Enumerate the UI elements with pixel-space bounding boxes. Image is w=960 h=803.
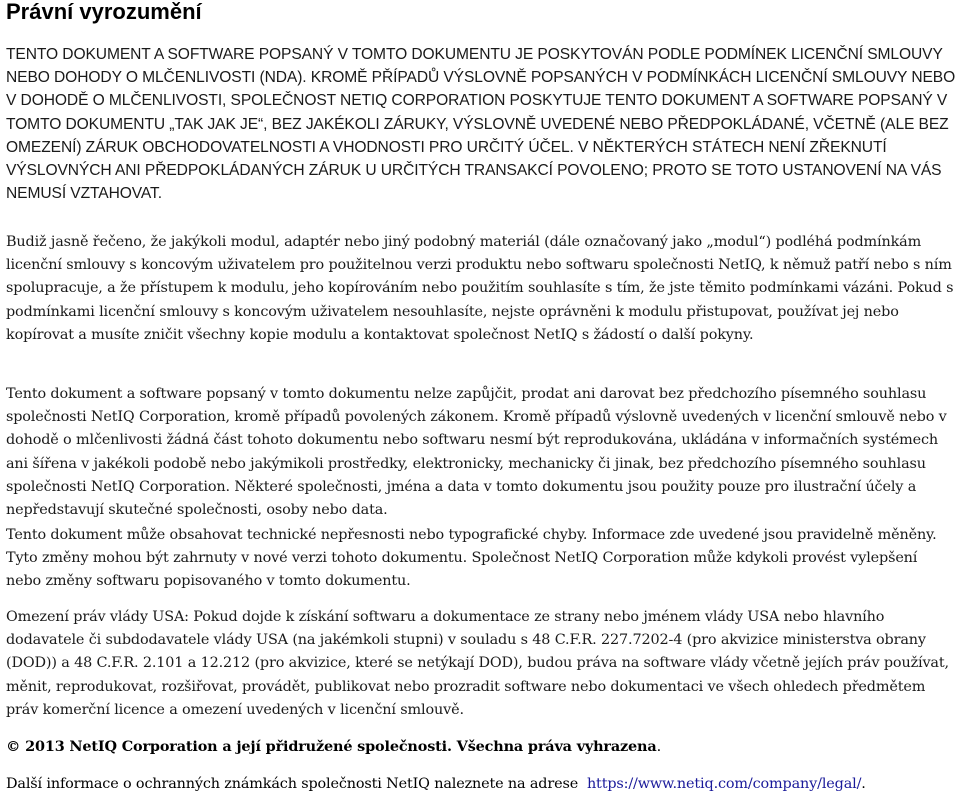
- trademark-info: [6, 773, 866, 796]
- legal-link[interactable]: https://www.netiq.com/company/legal/: [586, 776, 862, 792]
- copyright-text: © 2013 NetIQ Corporation a její přidružené společnosti. Všechna práva vyhrazena: [6, 738, 657, 755]
- page-title: Právní vyrozumění: [6, 0, 202, 24]
- module-license-paragraph: Budiž jasně řečeno, že jakýkoli modul, adaptér nebo jiný podobný materiál (dále označovaný jako „modul“) podléhá podmínkám licenční smlouvy s koncovým uživatelem pro použitelnou verzi produktu nebo softwaru společnosti NetIQ, k němuž patří nebo s ním spolupracuje, a že přístupem k modulu, jeho kopírováním nebo použitím souhlasíte s tím, že jste těmito podmínkami vázáni. Pokud s podmínkami licenční smlouvy s koncovým uživatelem nesouhlasíte, nejste oprávněni k modulu přistupovat, používat jej nebo kopírovat a musíte zničit všechny kopie modulu a kontaktovat společnost NetIQ s žádostí o další pokyny.: [6, 234, 954, 343]
- distribution-paragraph: Tento dokument a software popsaný v tomto dokumentu nelze zapůjčit, prodat ani darovat bez předchozího písemného souhlasu společnosti NetIQ Corporation, kromě případů povolených zákonem. Kromě případů výslovně uvedených v licenční smlouvě nebo v dohodě o mlčenlivosti žádná část tohoto dokumentu nebo softwaru nesmí být reprodukována, ukládána v informačních systémech ani šířena v jakékoli podobě nebo jakýmikoli prostředky, elektronicky, mechanicky či jinak, bez předchozího písemného souhlasu společnosti NetIQ Corporation. Některé společnosti, jména a data v tomto dokumentu jsou použity pouze pro ilustrační účely a nepředstavují skutečné společnosti, osoby nebo data.: [6, 386, 947, 519]
- trademark-info-period: .: [861, 776, 866, 792]
- copyright-notice: [6, 735, 661, 759]
- disclaimer-paragraph: TENTO DOKUMENT A SOFTWARE POPSANÝ V TOMTO DOKUMENTU JE POSKYTOVÁN PODLE PODMÍNEK LICENČNÍ SMLOUVY NEBO DOHODY O MLČENLIVOSTI (NDA). KROMĚ PŘÍPADŮ VÝSLOVNĚ POPSANÝCH V PODMÍNKÁCH LICENČNÍ SMLOUVY NEBO V DOHODĚ O MLČENLIVOSTI, SPOLEČNOST NETIQ CORPORATION POSKYTUJE TENTO DOKUMENT A SOFTWARE POPSANÝ V TOMTO DOKUMENTU „TAK JAK JE“, BEZ JAKÉKOLI ZÁRUKY, VÝSLOVNĚ UVEDENÉ NEBO PŘEDPOKLÁDANÉ, VČETNĚ (ALE BEZ OMEZENÍ) ZÁRUK OBCHODOVATELNOSTI A VHODNOSTI PRO URČITÝ ÚČEL. V NĚKTERÝCH STÁTECH NENÍ ZŘEKNUTÍ VÝSLOVNÝCH ANI PŘEDPOKLÁDANÝCH ZÁRUK U URČITÝCH TRANSAKCÍ POVOLENO; PROTO SE TOTO USTANOVENÍ NA VÁS NEMUSÍ VZTAHOVAT.: [6, 46, 956, 203]
- copyright-period: .: [656, 739, 661, 755]
- trademark-info-text: Další informace o ochranných známkách společnosti NetIQ naleznete na adrese: [6, 776, 579, 792]
- inaccuracies-paragraph: Tento dokument může obsahovat technické nepřesnosti nebo typografické chyby. Informace zde uvedené jsou pravidelně měněny. Tyto změny mohou být zahrnuty v nové verzi tohoto dokumentu. Společnost NetIQ Corporation může kdykoli provést vylepšení nebo změny softwaru popisovaného v tomto dokumentu.: [6, 527, 937, 590]
- us-government-rights-paragraph: Omezení práv vlády USA: Pokud dojde k získání softwaru a dokumentace ze strany nebo jménem vlády USA nebo hlavního dodavatele či subdodavatele vlády USA (na jakémkoli stupni) v souladu s 48 C.F.R. 227.7202-4 (pro akvizice ministerstva obrany (DOD)) a 48 C.F.R. 2.101 a 12.212 (pro akvizice, které se netýkají DOD), budou práva na software vlády včetně jejích práv používat, měnit, reprodukovat, rozšiřovat, provádět, publikovat nebo prozradit software nebo dokumentaci ve všech ohledech předmětem práv komerční licence a omezení uvedených v licenční smlouvě.: [6, 609, 949, 718]
